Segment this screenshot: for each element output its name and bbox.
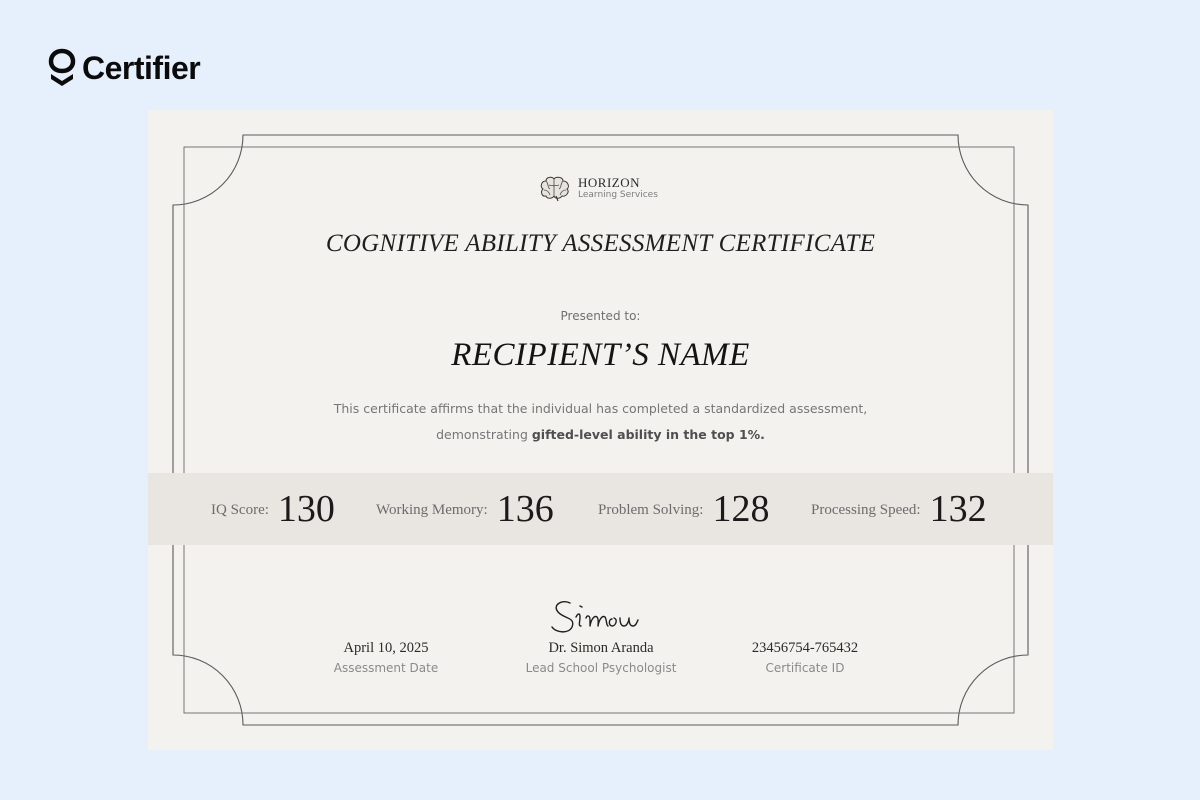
organization-name: HORIZON: [578, 175, 640, 190]
score-value: 130: [277, 488, 335, 530]
description-line-2-prefix: demonstrating: [436, 427, 532, 442]
assessment-date: April 10, 2025: [343, 640, 429, 656]
score-value: 128: [712, 488, 770, 530]
score-band: [148, 473, 1053, 545]
brand-logo: [48, 48, 200, 88]
score-working-memory: [376, 473, 554, 545]
organization-subtitle: Learning Services: [578, 190, 658, 200]
score-iq: [211, 473, 335, 545]
score-problem-solving: [598, 473, 769, 545]
certificate-id-block: [695, 640, 915, 675]
score-value: 132: [929, 488, 987, 530]
score-label: Working Memory:: [376, 501, 488, 518]
score-label: Problem Solving:: [598, 501, 704, 518]
score-value: 136: [496, 488, 554, 530]
certificate-id: 23456754-765432: [751, 640, 859, 656]
recipient-name: RECIPIENT’S NAME: [451, 337, 750, 373]
certificate-id-label: Certificate ID: [765, 661, 845, 675]
score-label: IQ Score:: [211, 501, 269, 518]
score-processing-speed: [811, 473, 987, 545]
description-line-1: This certificate affirms that the individual has completed a standardized assessment,: [333, 401, 868, 416]
score-label: Processing Speed:: [811, 501, 921, 518]
organization-header: [538, 174, 658, 202]
certificate-title: COGNITIVE ABILITY ASSESSMENT CERTIFICATE: [325, 230, 876, 257]
assessment-date-label: Assessment Date: [333, 661, 439, 675]
description-highlight: gifted-level ability in the top 1%.: [531, 427, 765, 442]
signer-role: Lead School Psychologist: [525, 661, 677, 675]
signer-name: Dr. Simon Aranda: [548, 640, 654, 656]
presented-to-label: Presented to:: [560, 309, 641, 323]
assessment-date-block: [276, 640, 496, 675]
brain-icon: [538, 174, 572, 202]
signer-block: [491, 640, 711, 675]
description-line-2: [148, 422, 1053, 448]
certifier-logo-icon: [48, 48, 76, 88]
certificate-description: [148, 396, 1053, 448]
brand-name: Certifier: [82, 49, 201, 86]
signature: [546, 593, 656, 643]
certificate: [148, 110, 1053, 750]
